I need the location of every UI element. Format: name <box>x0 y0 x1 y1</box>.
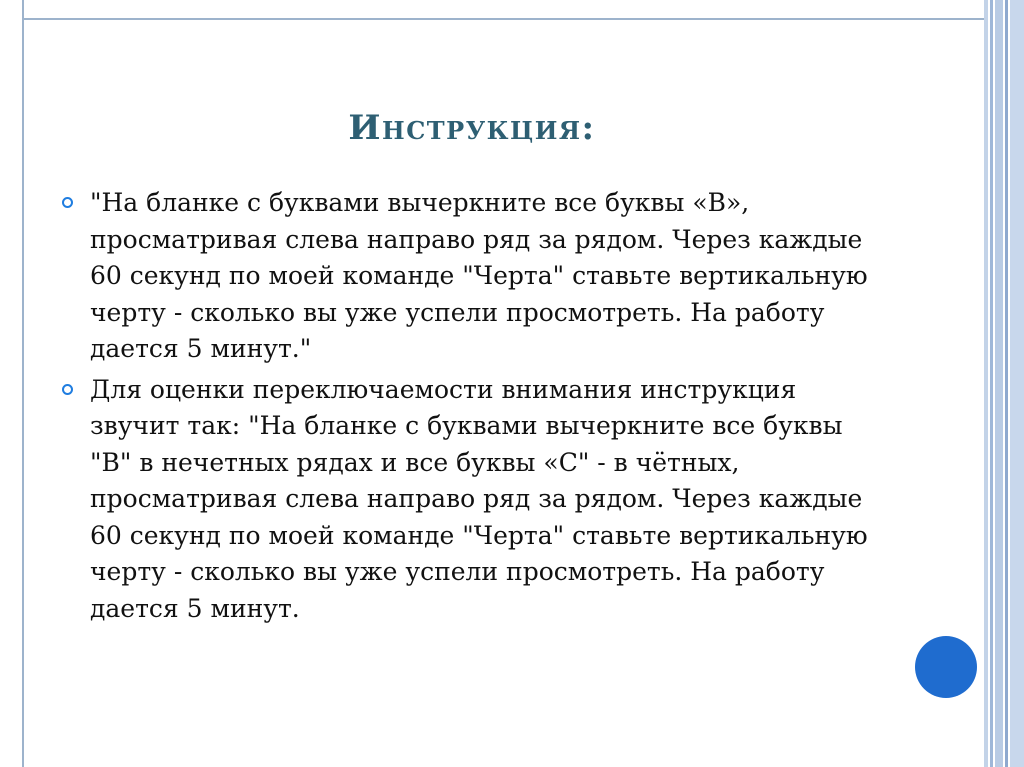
frame-top-line <box>22 18 987 20</box>
bullet-text: "На бланке с буквами вычеркните все буквы «В», просматривая слева направо ряд за рядом. Через каждые 60 секунд по моей команде "Черта" ставьте вертикальную черту - сколько вы уже успели просмотреть. На работу дается 5 минут." <box>90 188 868 363</box>
decorative-stripes <box>984 0 1024 767</box>
decorative-circle <box>915 636 977 698</box>
stripe <box>984 0 988 767</box>
bullet-ring-icon <box>62 197 73 208</box>
slide-title: Инструкция: <box>348 108 596 148</box>
bullet-item <box>90 372 890 628</box>
stripe <box>995 0 1003 767</box>
stripe <box>1005 0 1008 767</box>
bullet-list <box>90 185 890 631</box>
bullet-item <box>90 185 890 368</box>
bullet-ring-icon <box>62 384 73 395</box>
stripe <box>990 0 993 767</box>
bullet-text: Для оценки переключаемости внимания инструкция звучит так: "На бланке с буквами вычеркните все буквы "В" в нечетных рядах и все буквы «С" - в чётных, просматривая слева направо ряд за рядом. Через каждые 60 секунд по моей команде "Черта" ставьте вертикальную черту - сколько вы уже успели просмотреть. На работу дается 5 минут. <box>90 374 868 623</box>
stripe <box>1010 0 1024 767</box>
